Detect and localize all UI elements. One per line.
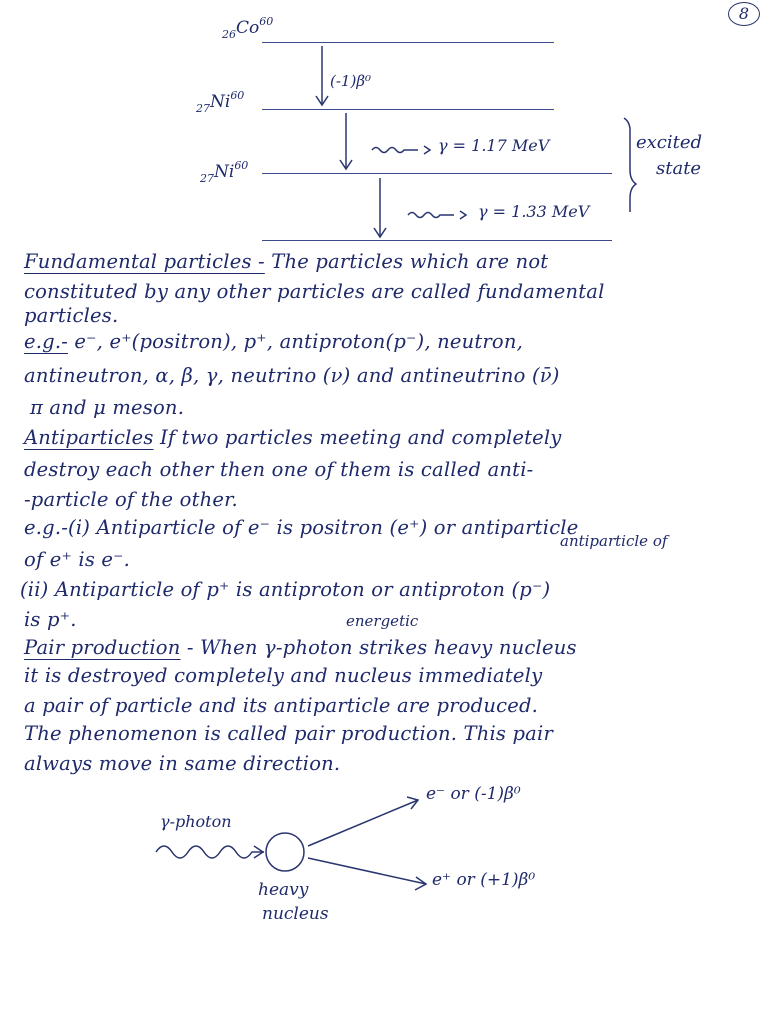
pair-insert: energetic: [346, 612, 419, 630]
co-nuclide-label: $_{26}Co^{60}$: [222, 15, 274, 41]
antiparticles-line-2: -particle of the other.: [24, 488, 238, 511]
fundamental-line-1: constituted by any other particles are called fundamental: [24, 280, 605, 303]
electron-output-label: e⁻ or (-1)β⁰: [426, 784, 521, 804]
electron-arrow: [308, 800, 418, 846]
antiparticles-line-7: is p⁺.: [24, 608, 77, 631]
pair-line-1: it is destroyed completely and nucleus immediately: [24, 664, 543, 687]
heavy-nucleus-circle: [266, 833, 304, 871]
nucleus-label-1: heavy: [258, 880, 309, 900]
pair-line-0: - When γ-photon strikes heavy nucleus: [186, 636, 577, 659]
antiparticles-heading: Antiparticles: [24, 426, 154, 449]
page-number: 8: [728, 2, 760, 26]
excited-state-label-1: excited: [636, 132, 703, 153]
photon-label: γ-photon: [160, 812, 232, 831]
gamma-1-label: γ = 1.17 MeV: [438, 136, 550, 155]
excited-state-label-2: state: [656, 158, 702, 179]
antiparticles-line-3: e.g.-(i) Antiparticle of e⁻ is positron (e⁺) or antiparticle: [24, 516, 579, 539]
ni-nuclide-label-2: $_{27}Ni^{60}$: [200, 159, 249, 185]
antiparticles-line-0: If two particles meeting and completely: [159, 426, 562, 449]
gamma-2-label: γ = 1.33 MeV: [478, 202, 590, 221]
antiparticles-insert: antiparticle of: [560, 532, 668, 550]
pair-line-3: The phenomenon is called pair production. This pair: [24, 722, 553, 745]
antiparticles-line-6: (ii) Antiparticle of p⁺ is antiproton or antiproton (p⁻): [20, 578, 551, 601]
fundamental-line-5: π and μ meson.: [30, 396, 185, 419]
fundamental-line-3: e⁻, e⁺(positron), p⁺, antiproton(p⁻), neutron,: [74, 330, 524, 353]
photon-wave: [156, 846, 264, 858]
fundamental-line-0: The particles which are not: [271, 250, 549, 273]
fundamental-line-4: antineutron, α, β, γ, neutrino (ν) and antineutrino (ν̄): [24, 364, 560, 387]
fundamental-line-2: particles.: [24, 304, 119, 327]
beta-decay-label: (-1)β⁰: [330, 72, 372, 90]
positron-output-label: e⁺ or (+1)β⁰: [432, 870, 536, 890]
fundamental-eg: e.g.-: [24, 330, 69, 353]
fundamental-heading: Fundamental particles -: [24, 250, 265, 273]
antiparticles-line-1: destroy each other then one of them is called anti-: [24, 458, 534, 481]
pair-heading: Pair production: [24, 636, 181, 659]
nucleus-label-2: nucleus: [262, 904, 329, 924]
pair-line-4: always move in same direction.: [24, 752, 341, 775]
ni-nuclide-label-1: $_{27}Ni^{60}$: [196, 89, 245, 115]
antiparticles-line-4: of e⁺ is e⁻.: [24, 548, 131, 571]
positron-arrow: [308, 858, 426, 884]
pair-line-2: a pair of particle and its antiparticle are produced.: [24, 694, 539, 717]
